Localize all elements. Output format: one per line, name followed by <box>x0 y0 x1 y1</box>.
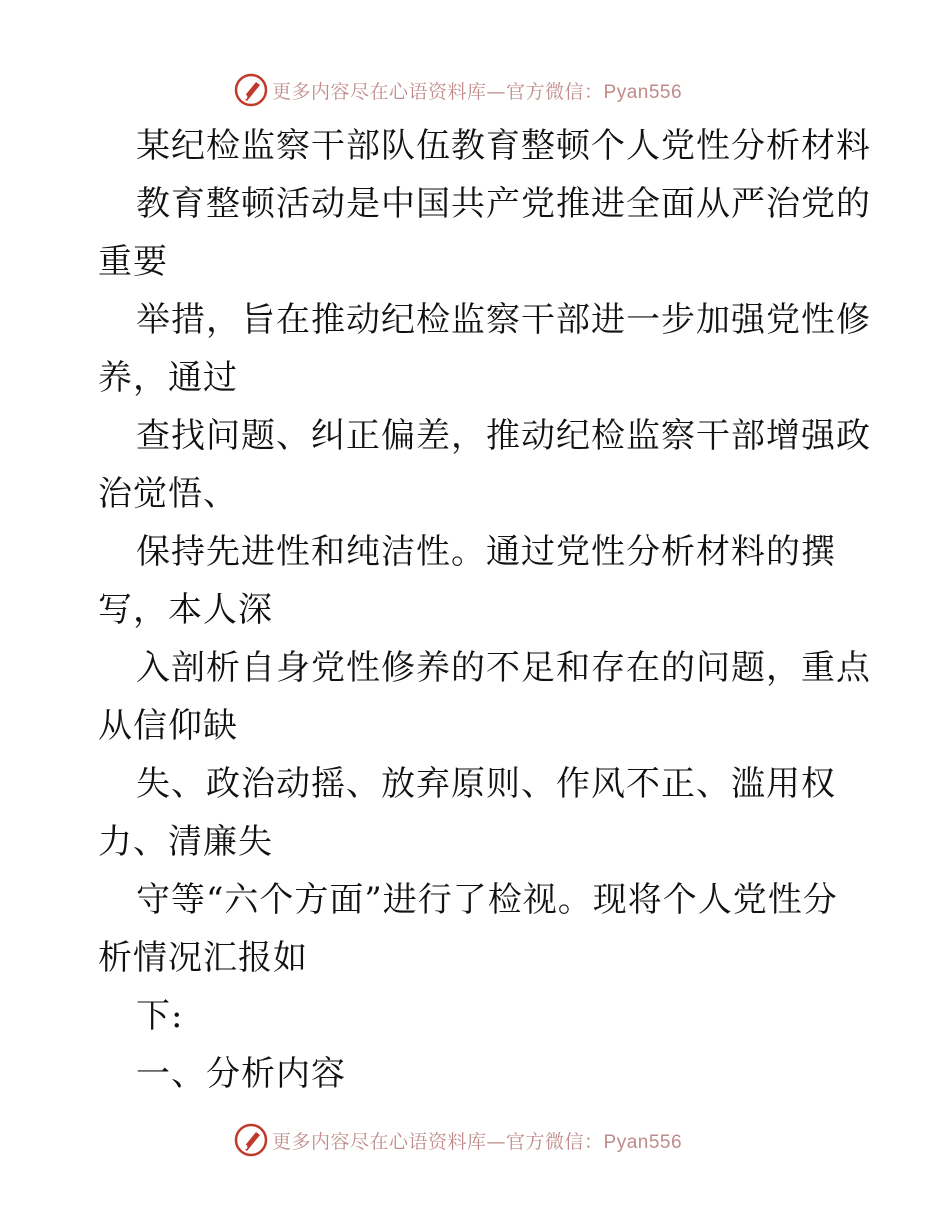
paragraph-line: 力、清廉失 <box>98 822 273 862</box>
banner-text: 更多内容尽在心语资料库—官方微信：Pyan556 <box>272 1130 683 1153</box>
header-banner <box>234 72 682 108</box>
footer-banner <box>234 1122 682 1158</box>
paragraph-line: 守等“六个方面”进行了检视。现将个人党性分 <box>136 880 838 920</box>
wechat-id: Pyan556 <box>603 1131 683 1153</box>
paragraph-line: 从信仰缺 <box>98 706 238 746</box>
document-title: 某纪检监察干部队伍教育整顿个人党性分析材料 <box>136 126 871 166</box>
pen-logo-icon <box>234 73 268 107</box>
paragraph-line: 写，本人深 <box>98 590 273 630</box>
paragraph-line: 养，通过 <box>98 358 238 398</box>
paragraph-line: 失、政治动摇、放弃原则、作风不正、滥用权 <box>136 764 836 804</box>
paragraph-line: 保持先进性和纯洁性。通过党性分析材料的撰 <box>136 532 836 572</box>
section-heading: 一、分析内容 <box>136 1054 346 1094</box>
paragraph-line: 查找问题、纠正偏差，推动纪检监察干部增强政 <box>136 416 871 456</box>
paragraph-line: 入剖析自身党性修养的不足和存在的问题，重点 <box>136 648 871 688</box>
paragraph-line: 析情况汇报如 <box>98 938 308 978</box>
pen-logo-icon <box>234 1123 268 1157</box>
paragraph-line: 重要 <box>98 242 168 282</box>
paragraph-line: 教育整顿活动是中国共产党推进全面从严治党的 <box>136 184 871 224</box>
paragraph-line: 治觉悟、 <box>98 474 238 514</box>
banner-text: 更多内容尽在心语资料库—官方微信：Pyan556 <box>272 80 683 103</box>
paragraph-line: 举措，旨在推动纪检监察干部进一步加强党性修 <box>136 300 871 340</box>
paragraph-line: 下: <box>136 996 184 1036</box>
wechat-id: Pyan556 <box>603 81 683 103</box>
